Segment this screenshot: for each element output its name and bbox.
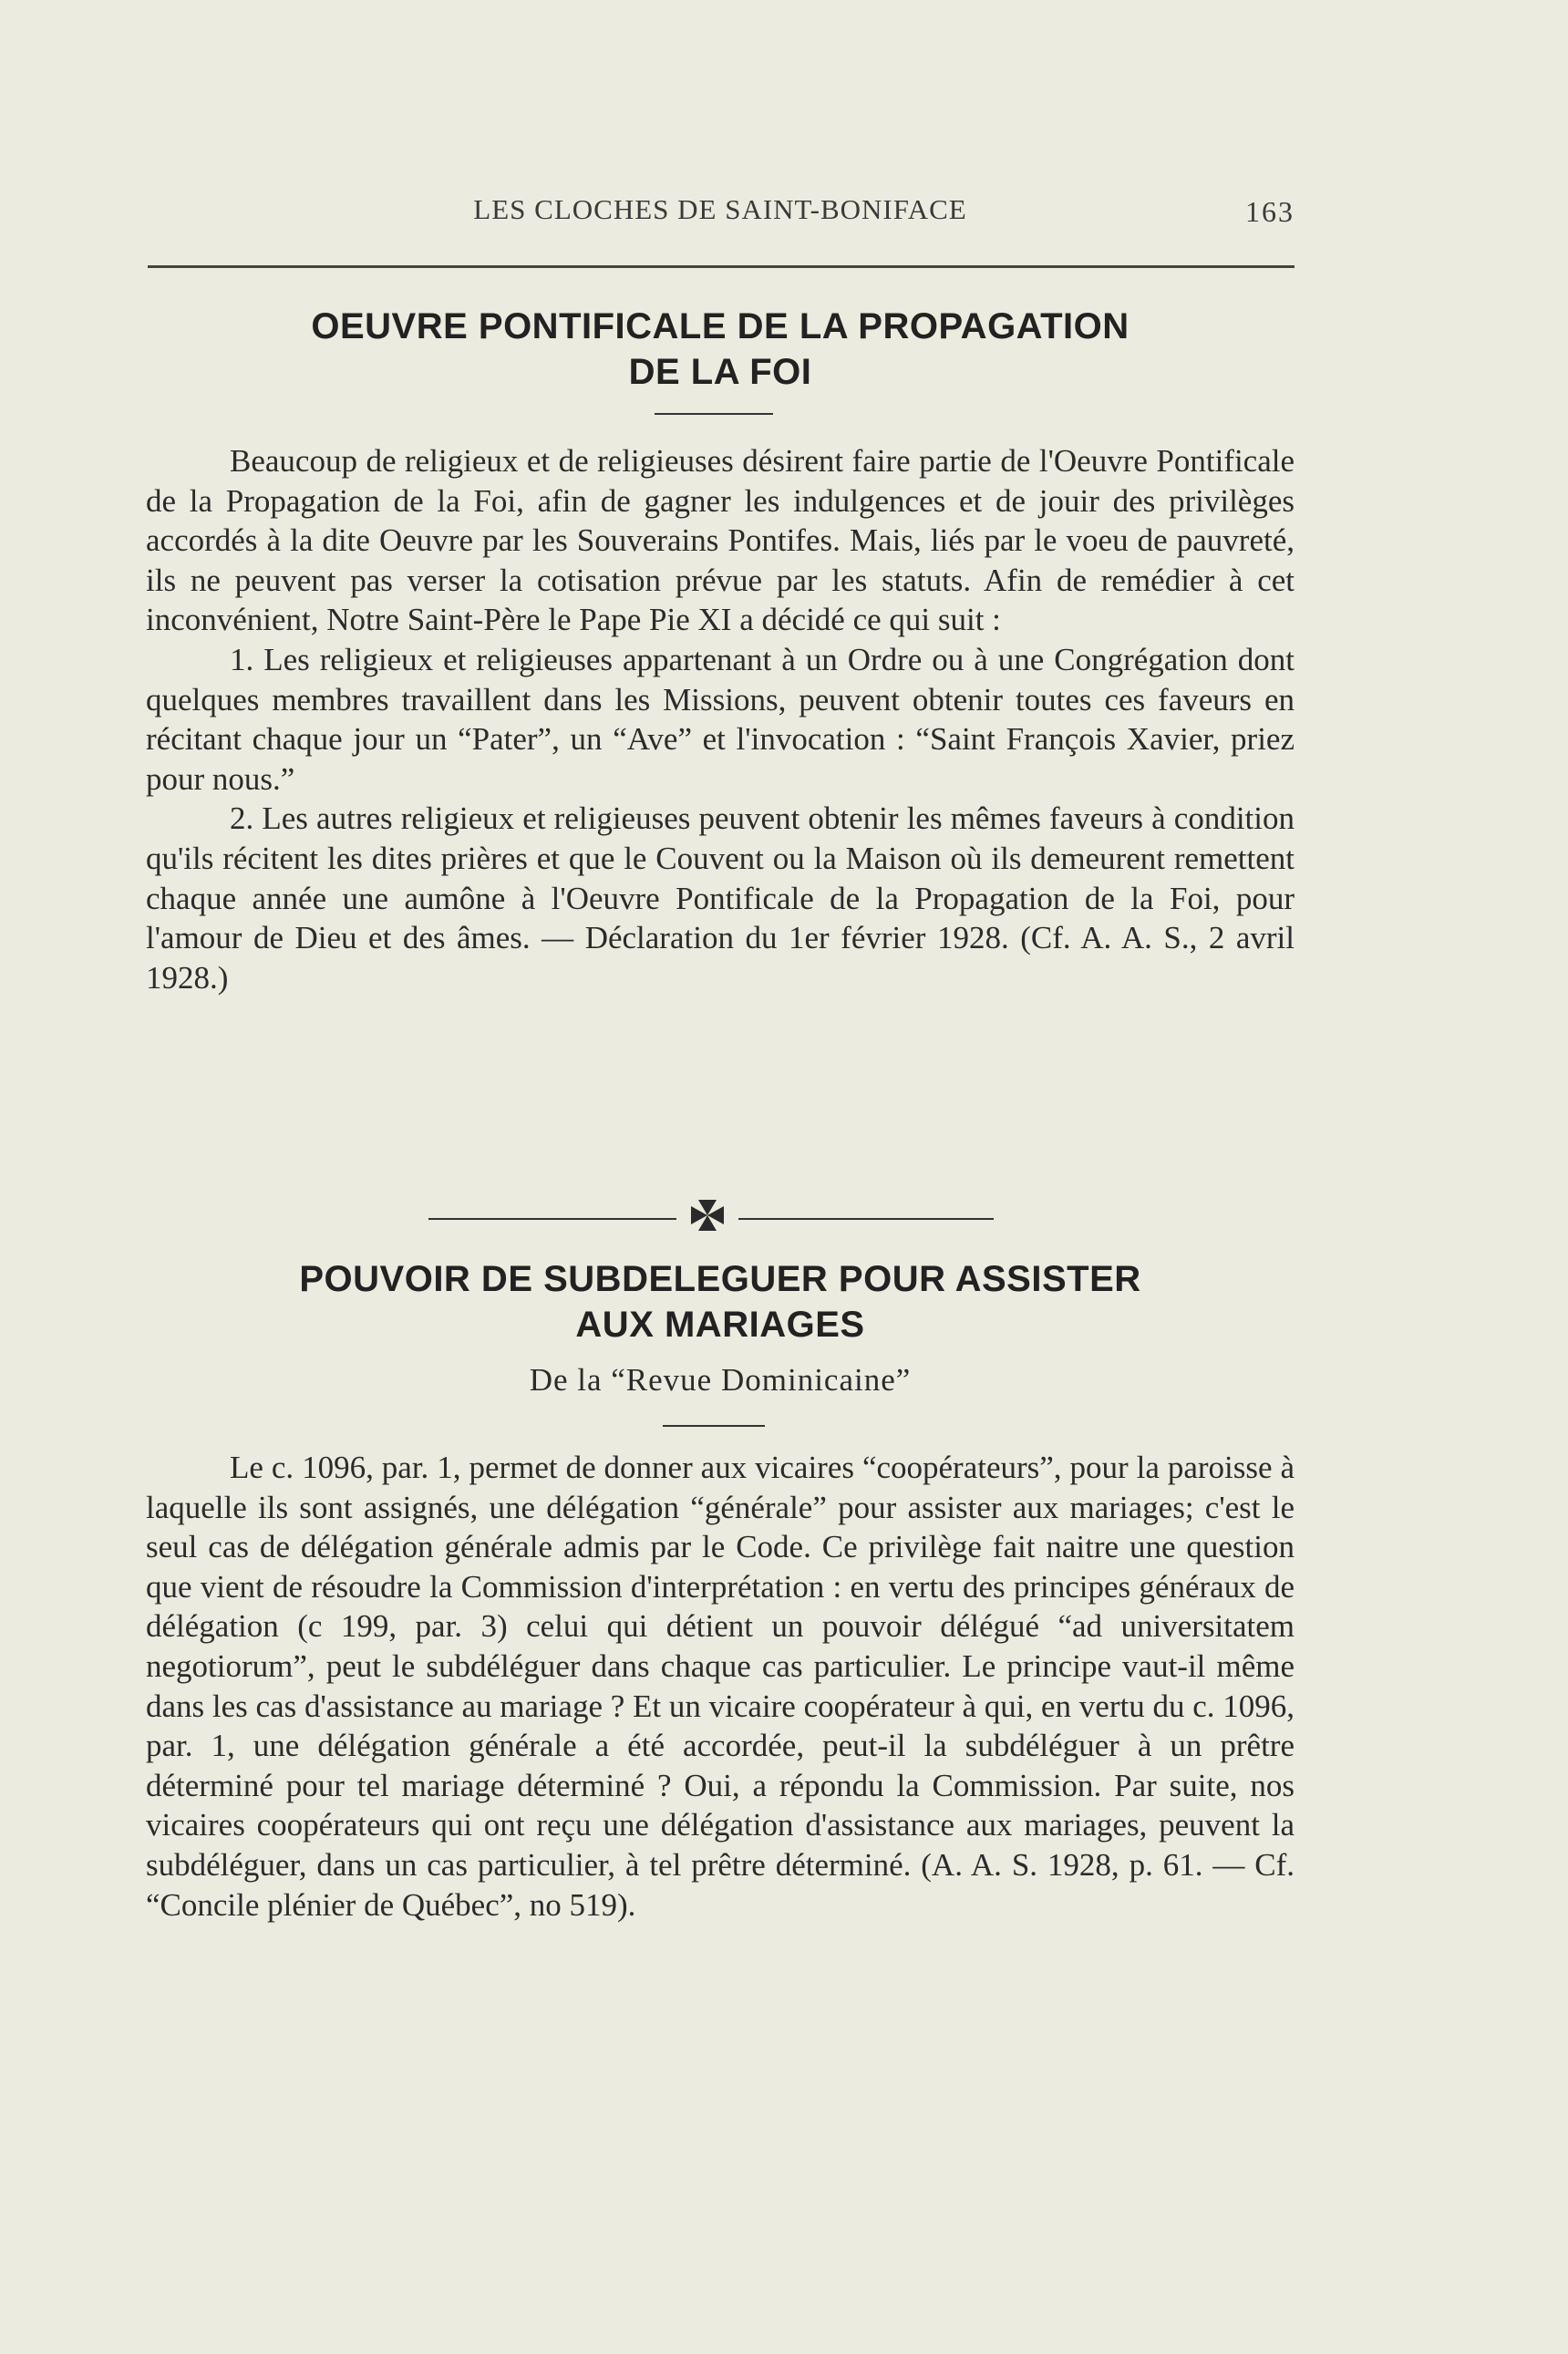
section1-paragraph-item-2: 2. Les autres religieux et religieuses peuvent obtenir les mêmes faveurs à condition qu'ils récitent les dites prières et que le Couvent ou la Maison où ils demeurent remettent chaque année une aumône à l'Oeuvre Pontificale de la Propagation de la Foi, pour l'amour de Dieu et des âmes. — Déclaration du 1er février 1928. (Cf. A. A. S., 2 avril 1928.) [146, 800, 1295, 996]
page-number: 163 [1245, 195, 1295, 228]
section2-paragraph: Le c. 1096, par. 1, permet de donner aux vicaires “coopérateurs”, pour la paroisse à laquelle ils sont assignés, une délégation “générale” pour assister aux mariages; c'est le seul cas de délégation générale admis par le Code. Ce privilège fait naitre une question que vient de résoudre la Commission d'interprétation : en vertu des principes généraux de délégation (c 199, par. 3) celui qui détient un pouvoir délégué “ad universitatem negotiorum”, peut le subdéléguer dans chaque cas particulier. Le principe vaut-il même dans les cas d'assistance au mariage ? Et un vicaire coopérateur à qui, en vertu du c. 1096, par. 1, une délégation générale a été accordée, peut-il la subdéléguer à un prêtre déterminé pour tel mariage déterminé ? Oui, a répondu la Commission. Par suite, nos vicaires coopérateurs qui ont reçu une délégation d'assistance aux mariages, peuvent la subdéléguer, dans un cas particulier, à tel prêtre déterminé. (A. A. S. 1928, p. 61. — Cf. “Concile plénier de Québec”, no 519). [146, 1450, 1295, 1923]
section2-body [146, 1448, 1295, 1925]
section1-title-rule [655, 413, 773, 415]
separator-line-left [428, 1218, 676, 1220]
section1-body [146, 441, 1295, 997]
separator-line-right [738, 1218, 994, 1220]
header-rule [148, 265, 1295, 268]
section2-subtitle: De la “Revue Dominicaine” [529, 1362, 912, 1398]
section1-title-line2: DE LA FOI [628, 352, 812, 392]
running-title: LES CLOCHES DE SAINT-BONIFACE [473, 193, 967, 225]
section2-title-line2: AUX MARIAGES [575, 1305, 865, 1345]
maltese-cross-icon [688, 1197, 727, 1234]
section-separator [428, 1197, 994, 1234]
section1-paragraph-item-1: 1. Les religieux et religieuses appartenant à un Ordre ou à une Congrégation dont quelques membres travaillent dans les Missions, peuvent obtenir toutes ces faveurs en récitant chaque jour un “Pater”, un “Ave” et l'invocation : “Saint François Xavier, priez pour nous.” [146, 641, 1295, 797]
section1-title-line1: OEUVRE PONTIFICALE DE LA PROPAGATION [311, 306, 1130, 346]
running-head [146, 190, 1295, 235]
section2-title-rule [663, 1425, 765, 1427]
section2-title-line1: POUVOIR DE SUBDELEGUER POUR ASSISTER [299, 1259, 1141, 1299]
section1-paragraph-intro: Beaucoup de religieux et de religieuses désirent faire partie de l'Oeuvre Pontificale de la Propagation de la Foi, afin de gagner les indulgences et de jouir des privilèges accordés à la dite Oeuvre par les Souverains Pontifes. Mais, liés par le voeu de pauvreté, ils ne peuvent pas verser la cotisation prévue par les statuts. Afin de remédier à cet inconvénient, Notre Saint-Père le Pape Pie XI a décidé ce qui suit : [146, 443, 1295, 638]
